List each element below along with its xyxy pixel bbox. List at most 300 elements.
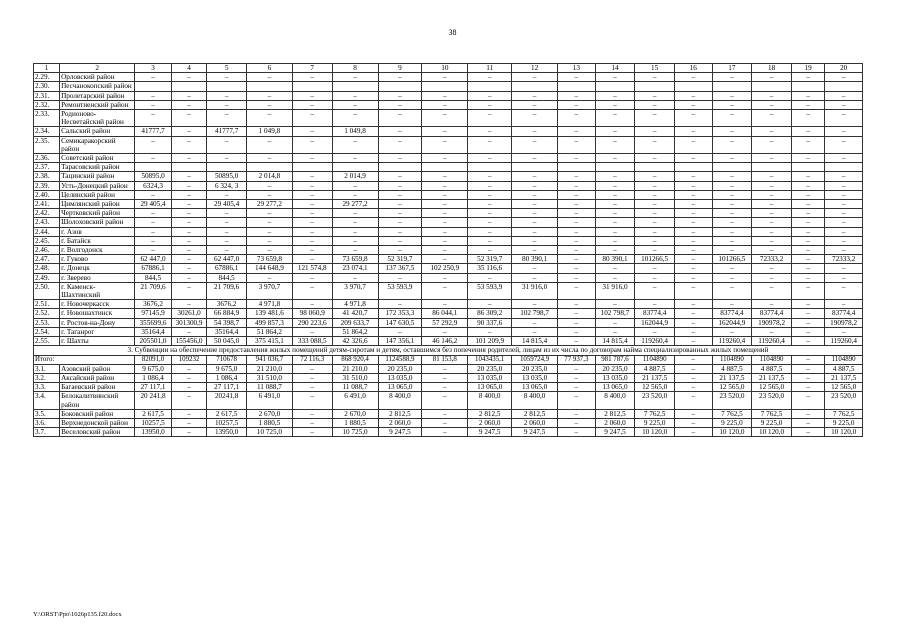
table-cell	[595, 82, 635, 91]
table-cell: 3.3.	[34, 383, 60, 392]
table-cell: –	[791, 200, 824, 209]
table-cell: –	[674, 264, 712, 273]
table-cell: –	[378, 110, 422, 127]
table-cell: –	[752, 154, 792, 163]
table-cell: –	[468, 73, 512, 82]
table-cell: –	[595, 246, 635, 255]
table-cell: –	[207, 73, 247, 82]
table-cell: –	[674, 428, 712, 437]
table-cell: Тацинский район	[60, 172, 135, 181]
table-cell: –	[674, 172, 712, 181]
table-cell: –	[712, 264, 752, 273]
table-cell: –	[422, 236, 468, 245]
table-cell: –	[292, 100, 332, 109]
table-cell: 23 520,0	[825, 392, 863, 409]
table-cell: –	[635, 154, 675, 163]
table-cell: –	[378, 136, 422, 153]
table-row	[34, 337, 863, 346]
table-cell: –	[468, 227, 512, 236]
table-cell: –	[674, 218, 712, 227]
table-cell: 3 970,7	[332, 282, 378, 299]
table-cell: 67886,1	[207, 264, 247, 273]
table-cell: –	[595, 318, 635, 327]
table-cell: –	[595, 73, 635, 82]
table-cell: 119260,4	[712, 337, 752, 346]
table-cell: –	[558, 227, 596, 236]
table-cell: –	[512, 327, 558, 336]
table-cell: –	[712, 227, 752, 236]
table-cell	[171, 163, 206, 172]
table-cell: –	[512, 318, 558, 327]
table-cell: 139 481,6	[246, 309, 292, 318]
table-cell: –	[246, 181, 292, 190]
table-row	[34, 200, 863, 209]
table-cell: 4 887,5	[635, 364, 675, 373]
table-row	[34, 218, 863, 227]
table-cell: –	[712, 190, 752, 199]
table-cell: –	[332, 236, 378, 245]
table-cell: 86 309,2	[468, 309, 512, 318]
table-cell: –	[674, 136, 712, 153]
table-cell: –	[332, 273, 378, 282]
table-cell: –	[752, 246, 792, 255]
table-cell: –	[292, 127, 332, 136]
table-cell: –	[378, 91, 422, 100]
table-cell: 73 659,8	[246, 255, 292, 264]
table-cell: –	[635, 73, 675, 82]
table-cell: –	[595, 273, 635, 282]
table-cell	[246, 163, 292, 172]
table-cell	[422, 82, 468, 91]
table-cell: –	[674, 127, 712, 136]
section-title: 3. Субвенции на обеспечение предоставления жилых помещений детям-сиротам и детям, оставшимся без попечения родителей, лицам из их числа по договорам найма специализированных жилых помещений	[34, 346, 863, 355]
table-cell: –	[512, 190, 558, 199]
table-cell: –	[825, 273, 863, 282]
table-cell: 66 884,9	[207, 309, 247, 318]
table-cell: –	[292, 300, 332, 309]
table-cell: 102 798,7	[512, 309, 558, 318]
table-cell: –	[558, 383, 596, 392]
table-cell: 2.40.	[34, 190, 60, 199]
table-cell: –	[558, 136, 596, 153]
table-cell: –	[468, 110, 512, 127]
table-cell: –	[422, 136, 468, 153]
table-cell	[674, 82, 712, 91]
table-cell: –	[752, 236, 792, 245]
table-cell: г. Новошахтинск	[60, 309, 135, 318]
table-cell: –	[712, 181, 752, 190]
table-cell: 10 120,0	[635, 428, 675, 437]
table-cell	[468, 82, 512, 91]
table-cell: 12 565,0	[635, 383, 675, 392]
table-cell: 375 415,1	[246, 337, 292, 346]
table-cell: 21 709,6	[135, 282, 172, 299]
table-cell: –	[135, 154, 172, 163]
table-cell: –	[378, 327, 422, 336]
table-cell: –	[292, 255, 332, 264]
table-cell: –	[246, 273, 292, 282]
table-cell: –	[292, 136, 332, 153]
table-cell: 2 060,0	[512, 418, 558, 427]
table-cell: 2 014,9	[332, 172, 378, 181]
table-cell: 1124588,9	[378, 355, 422, 364]
table-cell: 57 292,9	[422, 318, 468, 327]
table-row	[34, 364, 863, 373]
table-cell: –	[468, 136, 512, 153]
table-cell: 72333,2	[752, 255, 792, 264]
table-cell: –	[246, 246, 292, 255]
table-cell: –	[512, 209, 558, 218]
table-cell	[558, 163, 596, 172]
table-cell: 868 920,4	[332, 355, 378, 364]
table-cell: –	[378, 236, 422, 245]
table-cell: –	[171, 91, 206, 100]
table-cell: 9 675,0	[207, 364, 247, 373]
table-cell: 17	[712, 64, 752, 73]
table-cell: –	[674, 418, 712, 427]
table-cell: –	[292, 73, 332, 82]
table-row	[34, 327, 863, 336]
table-cell: –	[292, 227, 332, 236]
table-cell: –	[378, 190, 422, 199]
table-cell: –	[674, 327, 712, 336]
table-row	[34, 309, 863, 318]
table-cell: –	[422, 282, 468, 299]
table-row	[34, 418, 863, 427]
table-cell: –	[712, 218, 752, 227]
table-cell: –	[674, 154, 712, 163]
table-cell: Шолоховский район	[60, 218, 135, 227]
table-cell: 710678	[207, 355, 247, 364]
table-cell: 844,5	[135, 273, 172, 282]
table-cell: –	[558, 127, 596, 136]
table-cell: 80 390,1	[512, 255, 558, 264]
table-cell: 1	[34, 64, 60, 73]
table-cell: 50895,0	[135, 172, 172, 181]
table-row	[34, 82, 863, 91]
table-cell: –	[378, 100, 422, 109]
table-cell: –	[791, 392, 824, 409]
table-cell: –	[378, 73, 422, 82]
table-cell: 101266,5	[712, 255, 752, 264]
table-cell: 119260,4	[635, 337, 675, 346]
table-cell: –	[135, 73, 172, 82]
table-row	[34, 100, 863, 109]
table-row	[34, 300, 863, 309]
table-cell	[674, 163, 712, 172]
table-cell: 2 060,0	[468, 418, 512, 427]
table-cell: 10	[422, 64, 468, 73]
table-cell: –	[558, 373, 596, 382]
table-cell: –	[595, 218, 635, 227]
table-cell: 11 088,7	[246, 383, 292, 392]
table-cell: 6324,3	[135, 181, 172, 190]
table-cell: –	[468, 190, 512, 199]
table-cell: 2 060,0	[378, 418, 422, 427]
table-cell: –	[712, 209, 752, 218]
table-cell: 5	[207, 64, 247, 73]
table-cell: –	[171, 172, 206, 181]
table-cell	[595, 163, 635, 172]
table-cell: –	[512, 273, 558, 282]
table-row	[34, 392, 863, 409]
table-cell: 119260,4	[825, 337, 863, 346]
table-cell: –	[674, 355, 712, 364]
table-cell: 8 400,0	[468, 392, 512, 409]
table-cell: –	[752, 218, 792, 227]
table-cell: 4 887,5	[825, 364, 863, 373]
table-cell: 29 277,2	[332, 200, 378, 209]
table-row	[34, 246, 863, 255]
table-cell: 23 074,1	[332, 264, 378, 273]
table-cell: –	[825, 236, 863, 245]
table-cell: 3.5.	[34, 409, 60, 418]
table-cell: Тарасовский район	[60, 163, 135, 172]
table-cell: –	[207, 100, 247, 109]
table-cell: 20 241,8	[135, 392, 172, 409]
table-cell: –	[752, 227, 792, 236]
table-cell: –	[791, 209, 824, 218]
table-cell: 21 210,0	[246, 364, 292, 373]
table-cell: –	[422, 227, 468, 236]
table-cell: –	[135, 190, 172, 199]
table-cell: 21 137,5	[825, 373, 863, 382]
table-cell: 9	[378, 64, 422, 73]
table-cell: –	[468, 91, 512, 100]
table-cell: –	[171, 373, 206, 382]
table-cell: 3 970,7	[246, 282, 292, 299]
table-cell: 102 250,9	[422, 264, 468, 273]
table-cell: Белокалитвинский район	[60, 392, 135, 409]
table-cell: 10257,5	[135, 418, 172, 427]
table-cell: 52 319,7	[378, 255, 422, 264]
table-cell: 8 400,0	[595, 392, 635, 409]
table-cell: –	[246, 100, 292, 109]
table-cell: –	[246, 73, 292, 82]
table-cell: 23 520,0	[712, 392, 752, 409]
table-cell: –	[135, 136, 172, 153]
table-cell: 10 725,0	[246, 428, 292, 437]
table-cell: –	[674, 181, 712, 190]
table-cell: –	[135, 209, 172, 218]
table-cell: 101 209,9	[468, 337, 512, 346]
table-cell: –	[791, 172, 824, 181]
table-cell: –	[558, 282, 596, 299]
table-cell: –	[292, 190, 332, 199]
table-cell: 41 420,7	[332, 309, 378, 318]
table-cell: –	[422, 154, 468, 163]
table-cell: –	[752, 127, 792, 136]
table-cell: 2	[60, 64, 135, 73]
table-cell: –	[558, 246, 596, 255]
table-cell: –	[595, 264, 635, 273]
table-cell: 13	[558, 64, 596, 73]
table-cell: 6 491,0	[246, 392, 292, 409]
table-cell: 2.47.	[34, 255, 60, 264]
table-cell: –	[512, 154, 558, 163]
table-cell: Азовский район	[60, 364, 135, 373]
table-cell: 205501,0	[135, 337, 172, 346]
table-cell: 2.34.	[34, 127, 60, 136]
table-cell: –	[752, 273, 792, 282]
table-cell: –	[791, 264, 824, 273]
table-cell: 90 337,6	[468, 318, 512, 327]
table-cell: 1104890	[635, 355, 675, 364]
table-cell: –	[674, 236, 712, 245]
table-cell: 2 014,8	[246, 172, 292, 181]
table-cell: –	[635, 227, 675, 236]
table-cell: Пролетарский район	[60, 91, 135, 100]
table-cell: 41777,7	[207, 127, 247, 136]
table-cell: 72333,2	[825, 255, 863, 264]
section-title-row	[34, 346, 863, 355]
table-cell: –	[825, 327, 863, 336]
table-cell: Чертковский район	[60, 209, 135, 218]
table-cell	[378, 163, 422, 172]
table-row	[34, 428, 863, 437]
table-cell	[422, 163, 468, 172]
table-cell: –	[558, 273, 596, 282]
table-cell: 31 510,0	[246, 373, 292, 382]
table-cell: –	[468, 172, 512, 181]
table-cell: –	[512, 110, 558, 127]
table-cell: –	[635, 282, 675, 299]
table-cell: 41777,7	[135, 127, 172, 136]
table-cell: –	[292, 181, 332, 190]
table-cell	[712, 82, 752, 91]
table-cell: –	[246, 136, 292, 153]
table-cell: г. Волгодонск	[60, 246, 135, 255]
table-cell: 12 565,0	[752, 383, 792, 392]
table-cell: –	[292, 209, 332, 218]
table-cell: –	[712, 73, 752, 82]
table-cell: –	[595, 181, 635, 190]
table-cell: 23 520,0	[752, 392, 792, 409]
table-cell: –	[791, 227, 824, 236]
table-cell: –	[791, 337, 824, 346]
table-cell: 7 762,5	[825, 409, 863, 418]
table-cell: 2 670,0	[332, 409, 378, 418]
table-cell: –	[752, 282, 792, 299]
table-cell: 54 398,7	[207, 318, 247, 327]
table-cell: –	[825, 218, 863, 227]
table-cell: –	[825, 110, 863, 127]
table-cell: –	[378, 209, 422, 218]
table-cell: –	[791, 300, 824, 309]
table-cell: –	[825, 154, 863, 163]
table-cell: 12 565,0	[712, 383, 752, 392]
table-cell: –	[674, 255, 712, 264]
table-cell: 2.39.	[34, 181, 60, 190]
table-cell: 3	[135, 64, 172, 73]
table-cell: 1043435,1	[468, 355, 512, 364]
table-cell: –	[791, 273, 824, 282]
table-cell: –	[558, 327, 596, 336]
table-cell: –	[635, 136, 675, 153]
table-cell: 21 137,5	[752, 373, 792, 382]
table-cell: Веселовский район	[60, 428, 135, 437]
table-cell: –	[332, 181, 378, 190]
table-cell: 13 035,0	[468, 373, 512, 382]
table-cell: –	[171, 273, 206, 282]
table-cell: –	[712, 154, 752, 163]
table-cell: –	[712, 127, 752, 136]
table-cell: г. Донецк	[60, 264, 135, 273]
table-cell: 62 447,0	[207, 255, 247, 264]
table-cell: –	[171, 181, 206, 190]
table-cell	[332, 82, 378, 91]
table-cell: –	[378, 181, 422, 190]
table-cell: 29 405,4	[207, 200, 247, 209]
table-cell	[468, 163, 512, 172]
table-cell: –	[595, 110, 635, 127]
table-cell: –	[558, 255, 596, 264]
table-cell: 51 864,2	[246, 327, 292, 336]
table-cell: 86 044,1	[422, 309, 468, 318]
table-cell: Советский район	[60, 154, 135, 163]
table-cell: г. Батайск	[60, 236, 135, 245]
table-cell: –	[674, 91, 712, 100]
table-cell: 333 088,5	[292, 337, 332, 346]
table-cell: 9 247,5	[595, 428, 635, 437]
table-cell: 50895,0	[207, 172, 247, 181]
table-cell: –	[378, 172, 422, 181]
table-cell: –	[207, 209, 247, 218]
table-cell: –	[512, 181, 558, 190]
table-cell: 2 812,5	[378, 409, 422, 418]
table-cell: 27 117,1	[207, 383, 247, 392]
table-cell: –	[635, 236, 675, 245]
table-cell: –	[422, 181, 468, 190]
table-row	[34, 73, 863, 82]
table-cell: 137 367,5	[378, 264, 422, 273]
table-cell: 20241,8	[207, 392, 247, 409]
table-cell	[635, 163, 675, 172]
table-cell: –	[207, 227, 247, 236]
table-cell: –	[512, 218, 558, 227]
table-cell: –	[378, 273, 422, 282]
table-cell: 101266,5	[635, 255, 675, 264]
table-cell: –	[512, 100, 558, 109]
table-cell: 35164,4	[135, 327, 172, 336]
table-cell: 67886,1	[135, 264, 172, 273]
table-cell: –	[712, 110, 752, 127]
table-cell: 4	[171, 64, 206, 73]
table-cell: –	[635, 264, 675, 273]
table-cell: –	[246, 190, 292, 199]
table-cell: 11 088,7	[332, 383, 378, 392]
page-number: 38	[448, 28, 457, 37]
table-cell: –	[171, 428, 206, 437]
table-cell: –	[558, 172, 596, 181]
table-cell: 2.37.	[34, 163, 60, 172]
table-row	[34, 409, 863, 418]
table-cell: 844,5	[207, 273, 247, 282]
table-cell: –	[752, 100, 792, 109]
file-path-footer: Y:\ORST\Ppo\1026p135.f20.docx	[33, 611, 122, 618]
table-cell: –	[712, 200, 752, 209]
table-row	[34, 373, 863, 382]
table-cell: г. Каменск-Шахтинский	[60, 282, 135, 299]
table-cell: 7 762,5	[635, 409, 675, 418]
table-cell: –	[292, 154, 332, 163]
table-row	[34, 91, 863, 100]
table-cell: –	[825, 190, 863, 199]
table-cell: 29 277,2	[246, 200, 292, 209]
table-cell: 2.29.	[34, 73, 60, 82]
table-cell: –	[468, 181, 512, 190]
table-cell: 2 812,5	[595, 409, 635, 418]
